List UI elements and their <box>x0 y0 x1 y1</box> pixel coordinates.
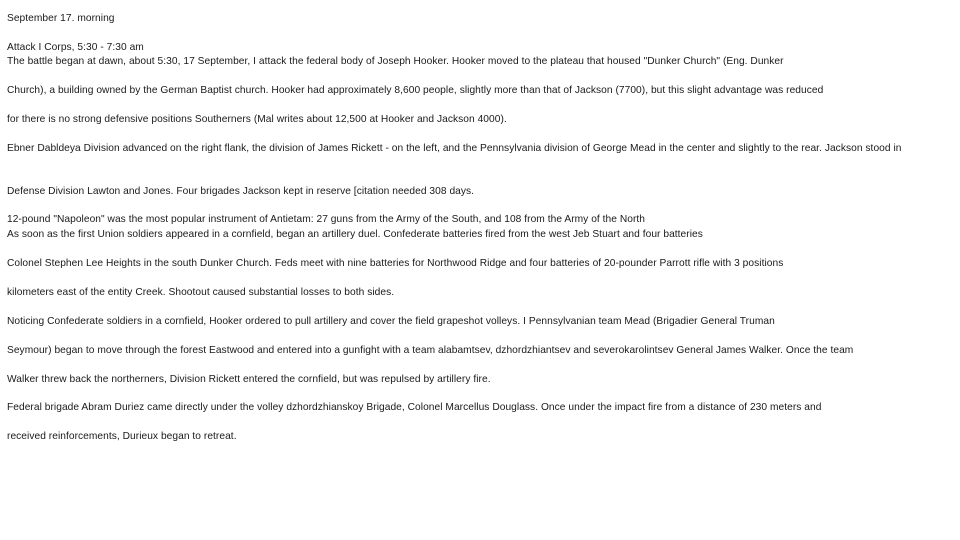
text-line: Noticing Confederate soldiers in a cornfield, Hooker ordered to pull artillery and cover the field grapeshot volleys. I Pennsylvanian team Mead (Brigadier General Truman <box>7 316 775 327</box>
text-line: Seymour) began to move through the forest Eastwood and entered into a gunfight with a team alabamtsev, dzhordzhiantsev and severokarolintsev General James Walker. Once the team <box>7 345 854 356</box>
text-line: kilometers east of the entity Creek. Shootout caused substantial losses to both sides. <box>7 287 395 298</box>
text-line: Federal brigade Abram Duriez came directly under the volley dzhordzhianskoy Brigade, Colonel Marcellus Douglass. Once under the impact fire from a distance of 230 meters and <box>7 402 822 413</box>
text-line: 12-pound "Napoleon" was the most popular instrument of Antietam: 27 guns from the Army of the South, and 108 from the Army of the North <box>7 214 646 225</box>
document-heading: September 17. morning <box>7 13 115 24</box>
text-line: Defense Division Lawton and Jones. Four brigades Jackson kept in reserve [citation needed 308 days. <box>7 186 475 197</box>
text-line: As soon as the first Union soldiers appeared in a cornfield, began an artillery duel. Confederate batteries fired from the west Jeb Stuart and four batteries <box>7 229 703 240</box>
text-line: Walker threw back the northerners, Division Rickett entered the cornfield, but was repulsed by artillery fire. <box>7 374 491 385</box>
text-line: Colonel Stephen Lee Heights in the south Dunker Church. Feds meet with nine batteries for Northwood Ridge and four batteries of 20-pounder Parrott rifle with 3 positions <box>7 258 784 269</box>
section-subheading: Attack I Corps, 5:30 - 7:30 am <box>7 42 144 53</box>
text-line: Ebner Dabldeya Division advanced on the right flank, the division of James Rickett - on the left, and the Pennsylvania division of George Mead in the center and slightly to the rear. Jackson stood in <box>7 143 902 154</box>
text-line: The battle began at dawn, about 5:30, 17 September, I attack the federal body of Joseph Hooker. Hooker moved to the plateau that housed "Dunker Church" (Eng. Dunker <box>7 56 784 67</box>
text-line: Church), a building owned by the German Baptist church. Hooker had approximately 8,600 people, slightly more than that of Jackson (7700), but this slight advantage was reduced <box>7 85 824 96</box>
text-line: received reinforcements, Durieux began to retreat. <box>7 431 237 442</box>
text-line: for there is no strong defensive positions Southerners (Mal writes about 12,500 at Hooker and Jackson 4000). <box>7 114 507 125</box>
